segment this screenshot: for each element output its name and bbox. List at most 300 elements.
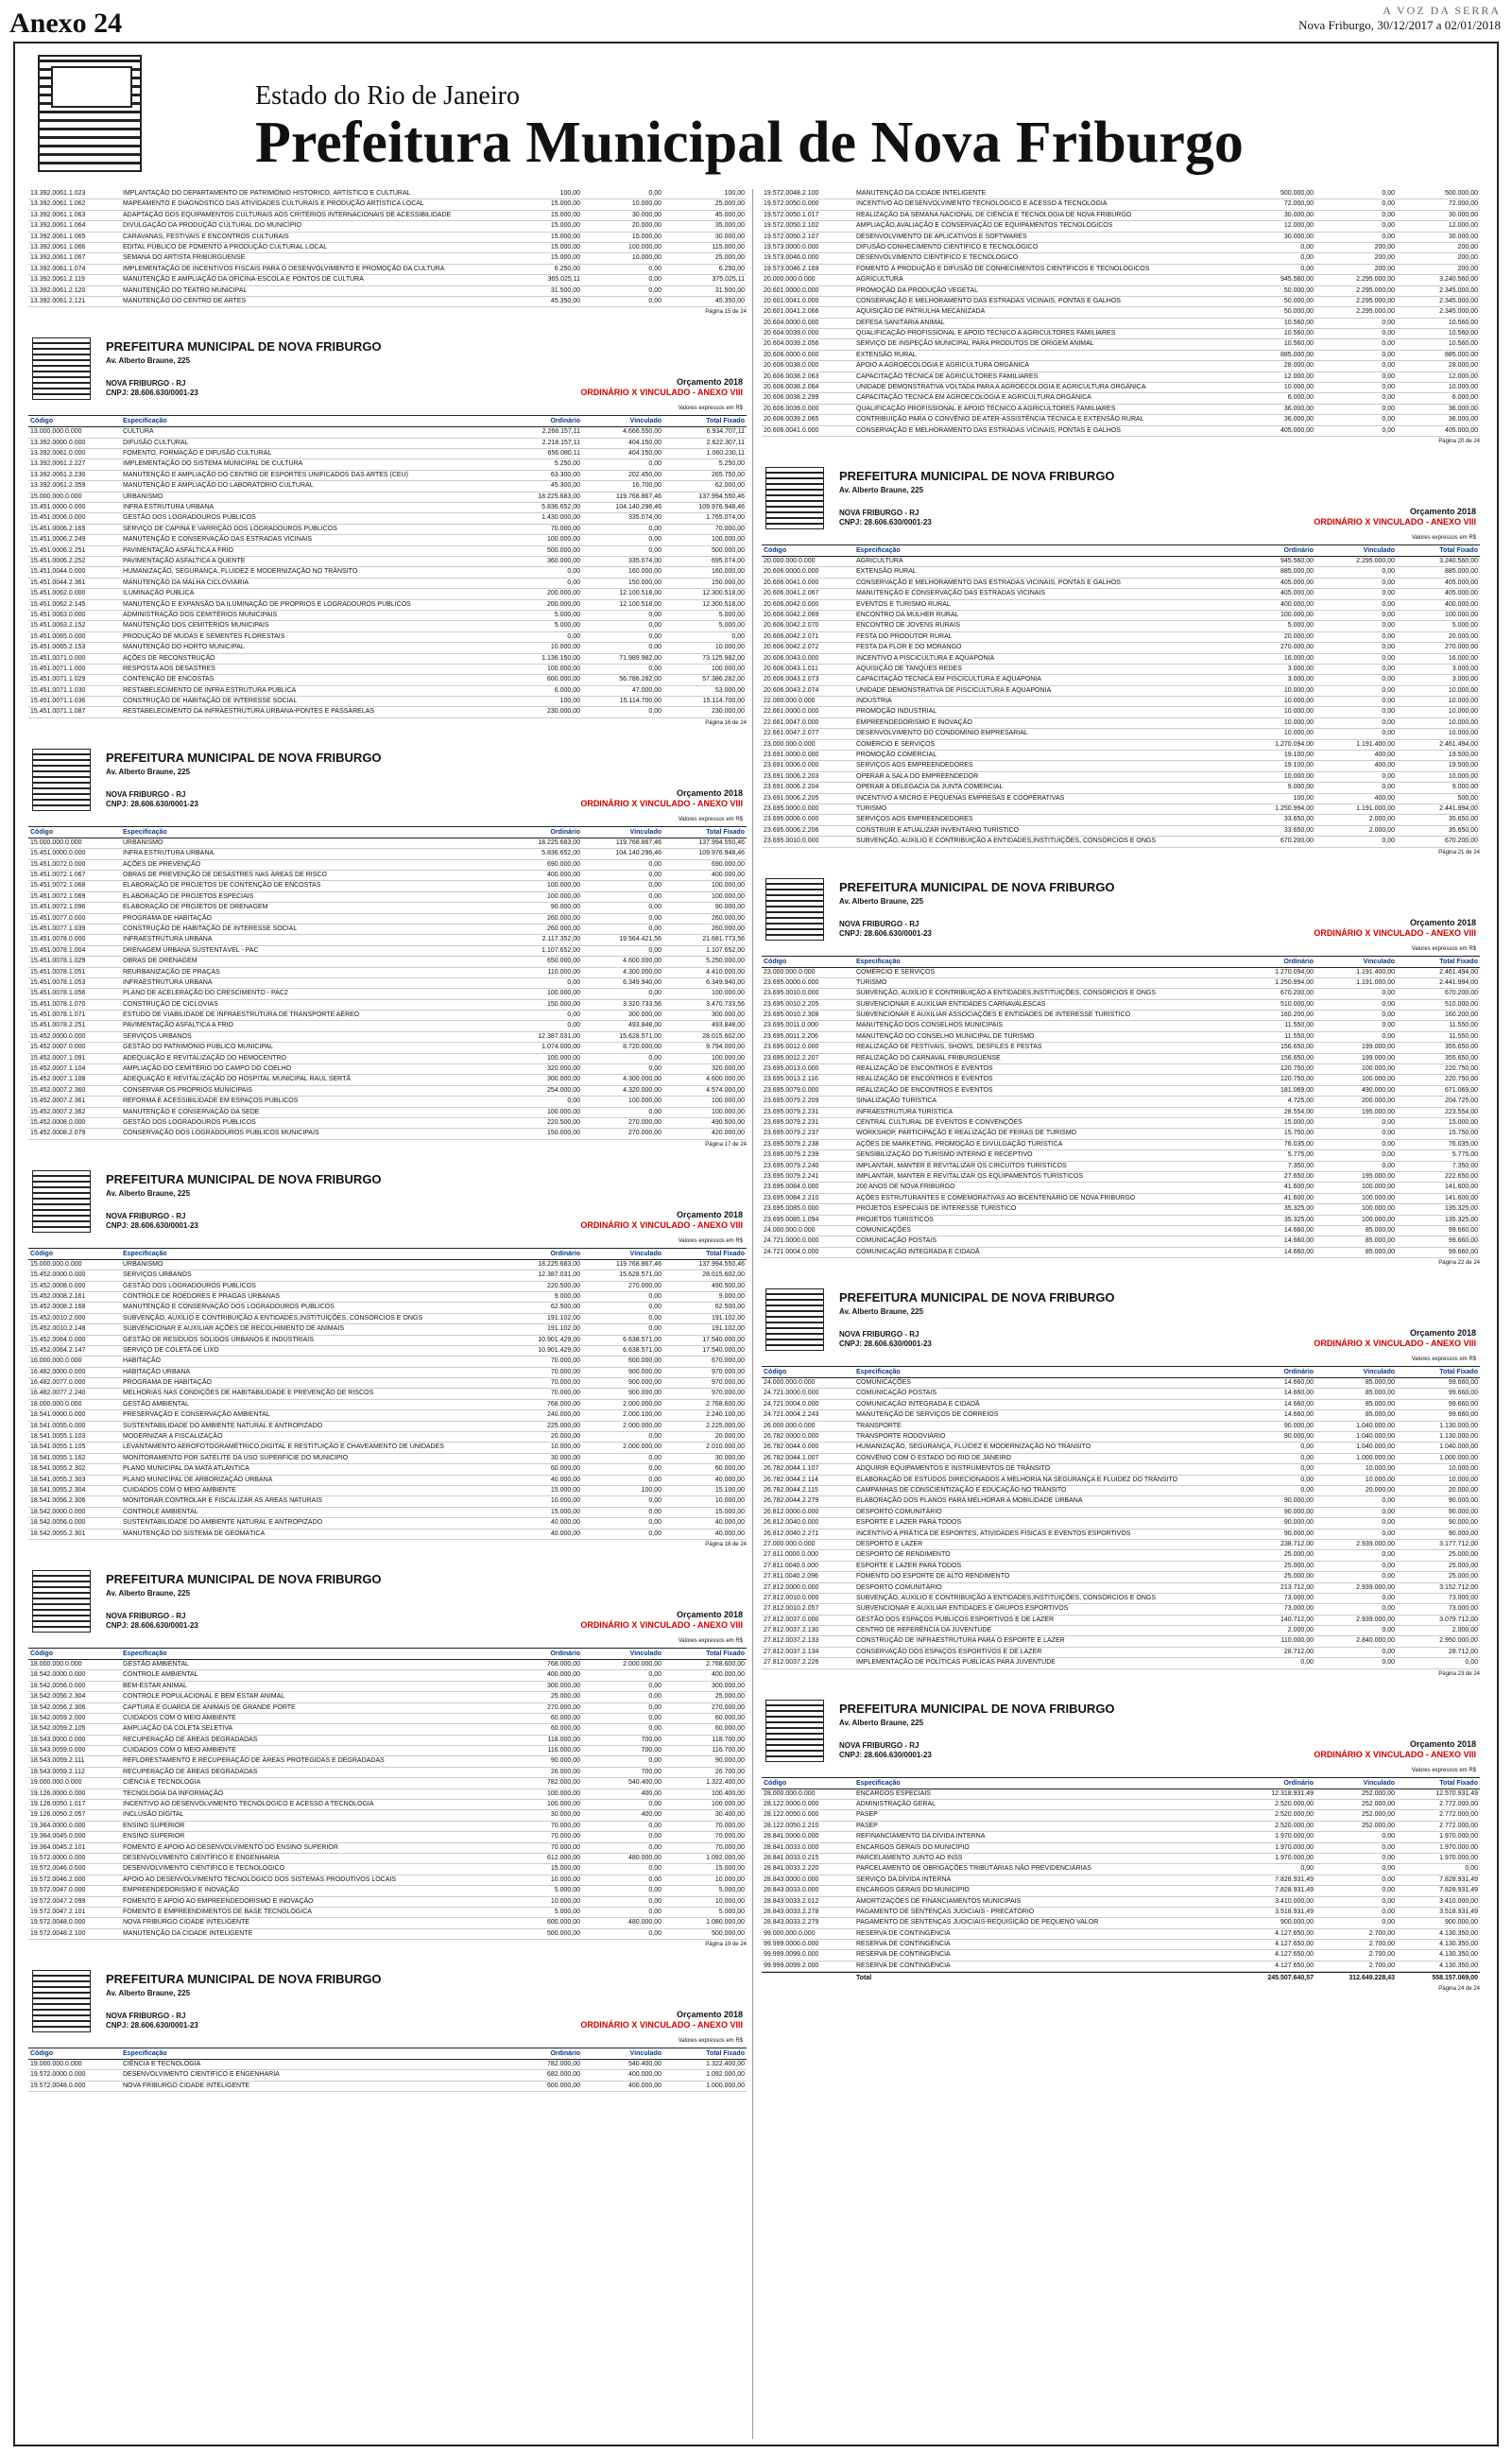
table-row [762, 751, 1480, 761]
cell-ordinario: 15.000,00 [550, 222, 580, 230]
cell-vinculado: 0,00 [648, 632, 662, 640]
cell-ordinario: 405.000,00 [1280, 590, 1314, 597]
cell-code: 15.452.0007.1.104 [30, 1065, 86, 1073]
cell-ordinario: 0,00 [1300, 1443, 1314, 1451]
cell-vinculado: 2.939.000,00 [1356, 1616, 1395, 1623]
table-header [28, 2048, 747, 2060]
cell-vinculado: 0,00 [1382, 1151, 1395, 1159]
cell-code: 24.721.0004.2.243 [764, 1411, 819, 1419]
cell-vinculado: 0,00 [648, 1519, 662, 1527]
cell-total: 62.500,00 [714, 1304, 745, 1311]
cell-total: 510.000,00 [1444, 1000, 1478, 1008]
cell-code: 27.812.0010.2.057 [764, 1605, 819, 1613]
cell-vinculado: 1.191.400,00 [1356, 968, 1395, 976]
cell-ordinario: 225.000,00 [546, 1422, 580, 1429]
col-header-ordinario: Ordinário [1283, 1369, 1314, 1376]
cell-ordinario: 100,00 [559, 190, 580, 197]
table-row [762, 1118, 1480, 1129]
table-row [28, 611, 747, 621]
cell-total: 2.240.100,00 [706, 1411, 745, 1419]
cell-desc: DESPORTO COMUNITÁRIO [856, 1583, 942, 1591]
cell-desc: ELABORAÇÃO DE ESTUDOS DIRECIONADOS A MELHORIA NA SEGURANÇA E FLUIDEZ DO TRÂNSITO [856, 1476, 1178, 1483]
cell-code: 18.542.0055.2.301 [30, 1529, 86, 1537]
table-row [28, 243, 747, 253]
cell-desc: NOVA FRIBURGO CIDADE INTELIGENTE [123, 2082, 250, 2089]
cell-vinculado: 0,00 [648, 1693, 662, 1701]
col-header-code: Código [30, 1650, 54, 1657]
cell-code: 15.452.0008.2.079 [30, 1130, 86, 1137]
table-row [762, 199, 1480, 210]
cell-vinculado: 0,00 [648, 1833, 662, 1840]
table-row [28, 957, 747, 967]
cell-ordinario: 14.660,00 [1283, 1226, 1314, 1234]
city-crest-icon [32, 749, 91, 811]
cell-total: 5.000,00 [718, 622, 745, 630]
cell-ordinario: 6.250,00 [554, 265, 580, 272]
cell-desc: SERVIÇOS URBANOS [123, 1032, 192, 1040]
cell-desc: SERVIÇO DA DÍVIDA INTERNA [856, 1875, 952, 1883]
cell-total: 500,00 [1457, 794, 1478, 802]
cell-ordinario: 1.430.000,00 [541, 514, 580, 522]
col-header-ordinario: Ordinário [550, 1250, 580, 1257]
column-divider [752, 189, 753, 2439]
cell-vinculado: 0,00 [1382, 1497, 1395, 1505]
table-row [28, 1346, 747, 1357]
cell-desc: MONITORAR,CONTROLAR E FISCALIZAR AS ÁREAS NATURAIS [123, 1497, 322, 1505]
cell-ordinario: 220.500,00 [546, 1119, 580, 1126]
cell-desc: ENSINO SUPERIOR [123, 1822, 185, 1829]
cell-code: 15.451.0062.2.145 [30, 600, 86, 608]
table-row [762, 339, 1480, 350]
cell-total: 970.000,00 [711, 1390, 745, 1397]
cell-total: 500.000,00 [711, 546, 745, 554]
cell-total: 109.976.948,46 [698, 850, 745, 857]
cell-vinculado: 0,00 [1382, 1854, 1395, 1861]
cell-vinculado: 16.700,00 [631, 482, 662, 490]
cell-total: 9.000,00 [1452, 784, 1478, 791]
cell-desc: PLANO DE ACELERAÇÃO DO CRESCIMENTO - PAC2 [123, 990, 288, 997]
cell-vinculado: 0,00 [1382, 676, 1395, 683]
cell-desc: OPERAR A DELEGACIA DA JUNTA COMERCIAL [856, 784, 1004, 791]
cell-desc: SERVIÇO DE INSPEÇÃO MUNICIPAL PARA PRODUTOS DE ORIGEM ANIMAL [856, 340, 1094, 348]
table-row [762, 286, 1480, 297]
cell-ordinario: 73.000,00 [1283, 1605, 1314, 1613]
city-crest-icon [32, 1570, 91, 1633]
table-row [28, 1929, 747, 1940]
cell-vinculado: 2.700,00 [1368, 1951, 1395, 1959]
cell-total: 7.350,00 [1452, 1162, 1478, 1169]
report-type-label: ORDINÁRIO X VINCULADO - ANEXO VIII [580, 798, 743, 808]
cell-desc: FOMENTO E APOIO AO DESENVOLVIMENTO DO ENSINO SUPERIOR [123, 1843, 338, 1851]
cell-ordinario: 191.102,00 [546, 1314, 580, 1322]
cell-total: 220.750,00 [1444, 1076, 1478, 1083]
cell-ordinario: 900.000,00 [1280, 1919, 1314, 1927]
cell-vinculado: 0,00 [1382, 1573, 1395, 1581]
table-row [762, 989, 1480, 999]
cell-vinculado: 2.295.000,00 [1356, 557, 1395, 564]
cell-vinculado: 0,00 [648, 1822, 662, 1829]
cell-vinculado: 0,00 [648, 1054, 662, 1062]
cell-ordinario: 0,00 [1300, 243, 1314, 251]
currency-note: Valores expressos em R$ [1411, 534, 1476, 541]
cell-vinculado: 3.320.733,56 [623, 1000, 662, 1008]
cell-vinculado: 0,00 [1382, 590, 1395, 597]
cell-total: 57.386.282,00 [702, 676, 745, 683]
cell-vinculado: 404.150,00 [627, 439, 662, 446]
cell-ordinario: 300.000,00 [546, 1076, 580, 1083]
table-row [762, 243, 1480, 253]
cell-vinculado: 540.400,00 [627, 1779, 662, 1787]
cell-total: 99.660,00 [1448, 1379, 1478, 1387]
cell-vinculado: 0,00 [648, 276, 662, 284]
table-row [762, 621, 1480, 631]
cell-desc: DESENVOLVIMENTO DE APLICATIVOS E SOFTWARES [856, 233, 1027, 240]
cell-vinculado: 200,00 [1374, 265, 1395, 272]
table-row [762, 1216, 1480, 1226]
cell-desc: CONSERVAÇÃO E MELHORAMENTO DAS ESTRADAS VICINAIS, PONTAS E GALHOS [856, 579, 1121, 586]
cell-desc: GESTÃO AMBIENTAL [123, 1660, 189, 1668]
cell-ordinario: 0,00 [1300, 1476, 1314, 1483]
block-address: Av. Alberto Braune, 225 [839, 896, 924, 906]
cell-total: 1.765.074,00 [706, 514, 745, 522]
table-row [762, 1075, 1480, 1085]
cell-total: 12.570.931,49 [1435, 1789, 1478, 1797]
table-row [28, 1422, 747, 1432]
cell-desc: INFRAESTRUTURA URBANA [123, 936, 213, 943]
table-row [28, 654, 747, 665]
cell-code: 24.000.000.0.000 [764, 1379, 816, 1387]
cell-code: 13.392.0061.0.000 [30, 450, 86, 458]
block-city: NOVA FRIBURGO - RJ [106, 1211, 186, 1220]
cell-vinculado: 6.638.571,00 [623, 1336, 662, 1343]
cell-vinculado: 0,00 [648, 1671, 662, 1679]
cell-total: 15.750,00 [1448, 1130, 1478, 1137]
cell-vinculado: 10.000,00 [1365, 1476, 1395, 1483]
block-cnpj: CNPJ: 28.606.630/0001-23 [839, 517, 932, 527]
cell-total: 300.000,00 [711, 1682, 745, 1689]
table-row [28, 1486, 747, 1496]
table-row [762, 804, 1480, 815]
cell-code: 15.452.0010.2.000 [30, 1314, 86, 1322]
cell-ordinario: 600.000,00 [546, 1919, 580, 1927]
cell-ordinario: 100.000,00 [546, 1108, 580, 1115]
cell-ordinario: 1.136.150,00 [541, 654, 580, 662]
table-row [28, 459, 747, 470]
col-header-code: Código [764, 958, 787, 965]
cell-desc: MODERNIZAR A FISCALIZAÇÃO [123, 1433, 223, 1441]
cell-total: 35.650,00 [1448, 826, 1478, 834]
block-address: Av. Alberto Braune, 225 [106, 1989, 191, 1998]
cell-total: 11.550,00 [1449, 1032, 1478, 1040]
cell-code: 28.841.0033.0.000 [764, 1843, 819, 1851]
cell-desc: INCENTIVO AO DESENVOLVIMENTO TECNOLÓGICO E ACESSO A TECNOLOGIA [856, 200, 1108, 208]
cell-ordinario: 90.000,00 [1283, 1508, 1314, 1515]
cell-desc: DESPORTO COMUNITÁRIO [856, 1508, 942, 1515]
cell-code: 13.392.0061.1.062 [30, 200, 86, 208]
table-header [762, 956, 1480, 968]
cell-desc: GESTÃO DOS LOGRADOUROS PÚBLICOS [123, 514, 256, 522]
cell-desc: DIFUSÃO CONHECIMENTO CIENTÍFICO E TECNOLÓGICO [856, 243, 1039, 251]
cell-desc: CONTROLE DE ROEDORES E PRAGAS URBANAS [123, 1292, 281, 1300]
cell-ordinario: 156.650,00 [1280, 1044, 1314, 1051]
table-row [28, 838, 747, 849]
cell-vinculado: 335.074,00 [627, 514, 662, 522]
cell-code: 18.542.0056.0.000 [30, 1519, 86, 1527]
table-row [28, 1118, 747, 1129]
cell-total: 970.000,00 [711, 1379, 745, 1387]
table-row [762, 1843, 1480, 1854]
cell-code: 23.695.0079.2.209 [764, 1097, 819, 1105]
cell-code: 28.122.0050.2.210 [764, 1822, 819, 1829]
table-row [762, 275, 1480, 285]
cell-vinculado: 10.000,00 [631, 200, 662, 208]
cell-total: 60.000,00 [714, 1714, 745, 1721]
table-row [762, 772, 1480, 783]
cell-total: 160.000,00 [711, 568, 745, 576]
cell-desc: TURISMO [856, 978, 887, 986]
table-row [28, 1464, 747, 1475]
col-header-desc: Especificação [123, 1650, 167, 1657]
table-row [28, 253, 747, 264]
cell-desc: CONSTRUIR E ATUALIZAR INVENTÁRIO TURÍSTICO [856, 826, 1020, 834]
cell-total: 0,00 [1465, 1865, 1478, 1873]
cell-ordinario: 40.000,00 [550, 1529, 580, 1537]
cell-code: 23.695.0079.2.238 [764, 1140, 819, 1148]
cell-ordinario: 5.000,00 [554, 1887, 580, 1894]
cell-total: 5.775,00 [1452, 1151, 1478, 1159]
cell-code: 23.695.0079.2.231 [764, 1108, 819, 1115]
cell-code: 15.452.0008.2.168 [30, 1304, 86, 1311]
table-row [28, 525, 747, 535]
cell-desc: LEVANTAMENTO AEROFOTOGRAMÉTRICO,DIGITAL E RESTITUIÇÃO E CHAVEAMENTO DE UNIDADES [123, 1443, 444, 1451]
cell-ordinario: 90.000,00 [1283, 1519, 1314, 1527]
cell-vinculado: 0,00 [1382, 686, 1395, 694]
cell-code: 18.542.0000.0.000 [30, 1671, 86, 1679]
cell-desc: CONSTRUÇÃO DE HABITAÇÃO DE INTERESSE SOCIAL [123, 925, 298, 932]
cell-desc: FOMENTO, FORMAÇÃO E DIFUSÃO CULTURAL [123, 450, 272, 458]
col-header-total: Total Fixado [706, 418, 745, 425]
table-row [28, 1410, 747, 1421]
cell-vinculado: 0,00 [648, 990, 662, 997]
cell-vinculado: 404.150,00 [627, 450, 662, 458]
cell-ordinario: 768.000,00 [546, 1660, 580, 1668]
cell-desc: CUIDADOS COM O MEIO AMBIENTE [123, 1486, 236, 1494]
cell-desc: CONTRIBUIÇÃO PARA O CONVÊNIO DE ATER-ASSISTÊNCIA TÉCNICA E EXTENSÃO RURAL [856, 416, 1144, 423]
cell-code: 20.606.0042.2.069 [764, 611, 819, 618]
cell-ordinario: 70.000,00 [550, 1843, 580, 1851]
cell-total: 5.250.000,00 [706, 958, 745, 965]
col-header-code: Código [30, 1250, 54, 1257]
cell-vinculado: 100.000,00 [1361, 1065, 1395, 1073]
cell-code: 27.812.0037.2.226 [764, 1659, 819, 1667]
cell-vinculado: 85.000,00 [1365, 1411, 1395, 1419]
block-header [28, 324, 747, 415]
col-header-vinculado: Vinculado [629, 828, 662, 836]
cell-total: 118.700,00 [712, 1736, 745, 1743]
cell-desc: APOIO AO DESENVOLVIMENTO TECNOLÓGICO DOS SISTEMAS PRODUTIVOS LOCAIS [123, 1875, 397, 1883]
cell-ordinario: 120.750,00 [1280, 1076, 1314, 1083]
cell-total: 191.102,00 [711, 1314, 745, 1322]
cell-desc: ESPORTE E LAZER PARA TODOS [856, 1519, 962, 1527]
cell-vinculado: 0,00 [1382, 190, 1395, 197]
cell-code: 15.451.0071.1.000 [30, 665, 86, 672]
cell-desc: MANUTENÇÃO DO CONSELHO MUNICIPAL DE TURISMO [856, 1032, 1035, 1040]
cell-code: 19.364.0045.0.000 [30, 1833, 86, 1840]
cell-ordinario: 500.000,00 [546, 546, 580, 554]
cell-desc: MANUTENÇÃO DOS CONSELHOS MUNICIPAIS [856, 1022, 1004, 1029]
cell-total: 3.410.000,00 [1439, 1897, 1478, 1905]
cell-ordinario: 4.127.650,00 [1275, 1941, 1314, 1948]
block-cnpj: CNPJ: 28.606.630/0001-23 [106, 1620, 198, 1630]
cell-vinculado: 0,00 [648, 872, 662, 879]
table-row [28, 199, 747, 210]
cell-desc: ADMINISTRAÇÃO GERAL [856, 1801, 936, 1808]
cell-total: 260.000,00 [711, 914, 745, 922]
cell-code: 19.572.0048.0.000 [30, 1919, 86, 1927]
table-row [28, 1875, 747, 1886]
cell-total: 1.130.000,00 [1439, 1422, 1478, 1429]
cell-vinculado: 2.939.000,00 [1356, 1583, 1395, 1591]
cell-ordinario: 100.000,00 [1280, 611, 1314, 618]
table-row [28, 557, 747, 567]
cell-desc: EMPREENDEDORISMO E INOVAÇÃO [123, 1887, 239, 1894]
cell-vinculado: 104.140.296,46 [615, 504, 662, 511]
cell-code: 23.695.0079.0.000 [764, 1086, 819, 1094]
cell-ordinario: 0,00 [1300, 1465, 1314, 1473]
cell-desc: COMUNICAÇÃO INTEGRADA E CIDADÃ [856, 1400, 980, 1408]
cell-total: 73.125.982,00 [702, 654, 745, 662]
table-row [762, 1021, 1480, 1031]
cell-vinculado: 0,00 [1382, 372, 1395, 380]
cell-ordinario: 600.000,00 [546, 676, 580, 683]
cell-total: 2.461.494,00 [1439, 968, 1478, 976]
cell-total: 885.000,00 [1444, 351, 1478, 358]
table-row [28, 1443, 747, 1453]
cell-desc: DESENVOLVIMENTO CIENTÍFICO E TECNOLÓGICO [856, 254, 1019, 262]
table-row [762, 1636, 1480, 1647]
table-row [762, 1183, 1480, 1193]
cell-total: 300.000,00 [711, 1011, 745, 1019]
cell-code: 27.811.0040.0.000 [764, 1562, 818, 1569]
cell-ordinario: 7.828.931,49 [1275, 1875, 1314, 1883]
cell-total: 100.000,00 [711, 1801, 745, 1808]
cell-desc: SENSIBILIZAÇÃO DO TURISMO INTERNO E RECEPTIVO [856, 1151, 1033, 1159]
cell-desc: IMPLANTAÇÃO DO DEPARTAMENTO DE PATRIMÔNIO HISTÓRICO, ARTÍSTICO E CULTURAL [123, 190, 411, 197]
table-row [762, 189, 1480, 199]
cell-vinculado: 0,00 [648, 1929, 662, 1937]
cell-ordinario: 36.000,00 [1283, 405, 1314, 412]
cell-ordinario: 10.000,00 [1283, 718, 1314, 726]
cell-ordinario: 10.000,00 [1283, 384, 1314, 391]
cell-ordinario: 945.560,00 [1280, 276, 1314, 284]
cell-desc: IMPLEMENTAÇÃO DE POLÍTICAS PÚBLICAS PARA JUVENTUDE [856, 1659, 1056, 1667]
cell-desc: AQUISIÇÃO DE PATRULHA MECANIZADA [856, 308, 986, 316]
cell-ordinario: 90.000,00 [1283, 1422, 1314, 1429]
cell-vinculado: 0,00 [1382, 319, 1395, 326]
cell-code: 27.812.0037.2.133 [764, 1637, 819, 1645]
cell-code: 27.812.0037.2.130 [764, 1627, 819, 1634]
cell-desc: COMUNICAÇÃO INTEGRADA E CIDADÃ [856, 1248, 980, 1255]
cell-code: 15.000.000.0.000 [30, 838, 82, 846]
col-header-ordinario: Ordinário [1283, 958, 1314, 965]
cell-desc: REALIZAÇÃO DE ENCONTROS E EVENTOS [856, 1076, 993, 1083]
cell-ordinario: 11.550,00 [1284, 1022, 1314, 1029]
report-type-label: ORDINÁRIO X VINCULADO - ANEXO VIII [1314, 1339, 1476, 1349]
cell-ordinario: 62.500,00 [550, 1304, 580, 1311]
table-row [762, 1789, 1480, 1800]
page-number: Página 15 de 24 [705, 309, 747, 316]
cell-total: 670.200,00 [1444, 838, 1478, 845]
cell-ordinario: 0,00 [1300, 265, 1314, 272]
cell-vinculado: 2.700,00 [1368, 1929, 1395, 1937]
cell-vinculado: 0,00 [648, 1292, 662, 1300]
cell-ordinario: 600.000,00 [546, 2082, 580, 2089]
cell-ordinario: 60.000,00 [550, 1465, 580, 1473]
cell-ordinario: 300.000,00 [546, 1682, 580, 1689]
cell-code: 18.541.0056.2.306 [30, 1497, 86, 1505]
total-code [762, 1973, 856, 1984]
table-row [762, 415, 1480, 425]
block-header [762, 454, 1480, 544]
cell-total: 40.000,00 [714, 1476, 745, 1483]
budget-year-label: Orçamento 2018 [676, 1609, 743, 1619]
cell-desc: AMPLIAÇÃO DA COLETA SELETIVA [123, 1725, 233, 1733]
table-row [28, 675, 747, 685]
cell-ordinario: 2.117.352,00 [541, 936, 580, 943]
cell-desc: ILUMINAÇÃO PÚBLICA [123, 590, 195, 597]
cell-vinculado: 1.191.000,00 [1356, 804, 1395, 812]
cell-desc: REALIZAÇÃO DE ENCONTROS E EVENTOS [856, 1065, 993, 1073]
cell-ordinario: 25.000,00 [1283, 1551, 1314, 1559]
table-row [762, 1648, 1480, 1658]
cell-vinculado: 0,00 [648, 665, 662, 672]
cell-vinculado: 400.000,00 [627, 2071, 662, 2079]
cell-vinculado: 0,00 [648, 536, 662, 544]
cell-vinculado: 2.295.000,00 [1356, 297, 1395, 304]
cell-code: 13.392.0061.2.227 [30, 460, 86, 468]
cell-code: 18.541.0055.2.302 [30, 1465, 86, 1473]
table-header [28, 1648, 747, 1660]
cell-desc: ADAPTAÇÃO DOS EQUIPAMENTOS CULTURAIS AOS CRITÉRIOS INTERNACIONAIS DE ACESSIBILIDADE [123, 211, 452, 218]
cell-total: 900.000,00 [1444, 1919, 1478, 1927]
cell-ordinario: 270.000,00 [1280, 644, 1314, 651]
cell-code: 20.606.0043.2.074 [764, 686, 819, 694]
table-row [28, 546, 747, 557]
cell-code: 15.452.0007.0.000 [30, 1044, 86, 1051]
cell-desc: ADEQUAÇÃO E REVITALIZAÇÃO DO HEMOCENTRO [123, 1054, 286, 1062]
cell-total: 100.000,00 [711, 882, 745, 890]
cell-vinculado: 85.000,00 [1365, 1400, 1395, 1408]
cell-total: 100.000,00 [711, 1097, 745, 1105]
cell-ordinario: 31.500,00 [550, 286, 580, 294]
cell-code: 26.000.000.0.000 [764, 1422, 816, 1429]
cell-ordinario: 254.000,00 [546, 1086, 580, 1094]
table-row [28, 1714, 747, 1724]
cell-code: 26.782.0044.1.107 [764, 1465, 819, 1473]
cell-total: 15.114.700,00 [702, 698, 745, 705]
cell-total: 16.000,00 [1448, 654, 1478, 662]
cell-ordinario: 782.000,00 [546, 1779, 580, 1787]
cell-vinculado: 252.000,00 [1361, 1822, 1395, 1829]
cell-desc: SERVIÇO DE COLETA DE LIXO [123, 1346, 219, 1354]
table-row [28, 1692, 747, 1702]
cell-vinculado: 0,00 [1382, 611, 1395, 618]
cell-vinculado: 0,00 [1382, 351, 1395, 358]
cell-vinculado: 200,00 [1374, 243, 1395, 251]
cell-ordinario: 1.107.652,00 [541, 946, 580, 954]
cell-code: 27.812.0000.0.000 [764, 1583, 819, 1591]
table-row [762, 1583, 1480, 1594]
